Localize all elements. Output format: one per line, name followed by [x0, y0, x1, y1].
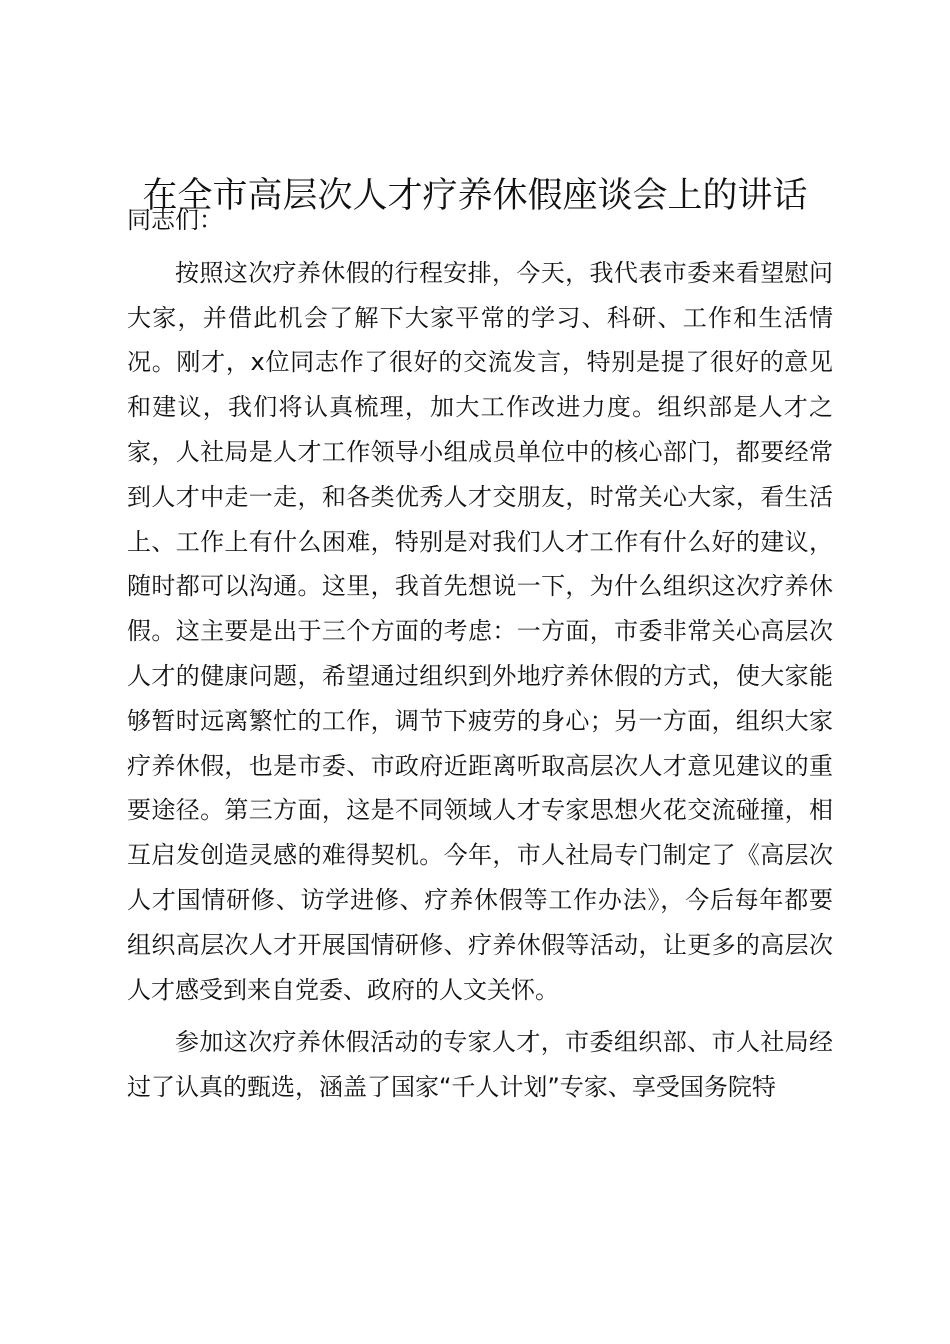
document-body [127, 198, 833, 1110]
document-title: 在全市高层次人才疗养休假座谈会上的讲话 [142, 176, 808, 216]
paragraph-2: 参加这次疗养休假活动的专家人才，市委组织部、市人社局经过了认真的甄选，涵盖了国家“千人计划”专家、享受国务院特 [127, 1028, 833, 1102]
paragraph-1: 按照这次疗养休假的行程安排，今天，我代表市委来看望慰问大家，并借此机会了解下大家平常的学习、科研、工作和生活情况。刚才，x位同志作了很好的交流发言，特别是提了很好的意见和建议，我们将认真梳理，加大工作改进力度。组织部是人才之家，人社局是人才工作领导小组成员单位中的核心部门，都要经常到人才中走一走，和各类优秀人才交朋友，时常关心大家，看生活上、工作上有什么困难，特别是对我们人才工作有什么好的建议，随时都可以沟通。这里，我首先想说一下，为什么组织这次疗养休假。这主要是出于三个方面的考虑：一方面，市委非常关心高层次人才的健康问题，希望通过组织到外地疗养休假的方式，使大家能够暂时远离繁忙的工作，调节下疲劳的身心；另一方面，组织大家疗养休假，也是市委、市政府近距离听取高层次人才意见建议的重要途径。第三方面，这是不同领域人才专家思想火花交流碰撞，相互启发创造灵感的难得契机。今年，市人社局专门制定了《高层次人才国情研修、访学进修、疗养休假等工作办法》，今后每年都要组织高层次人才开展国情研修、疗养休假等活动，让更多的高层次人才感受到来自党委、政府的人文关怀。 [127, 258, 833, 1004]
salutation: 同志们： [127, 206, 223, 234]
